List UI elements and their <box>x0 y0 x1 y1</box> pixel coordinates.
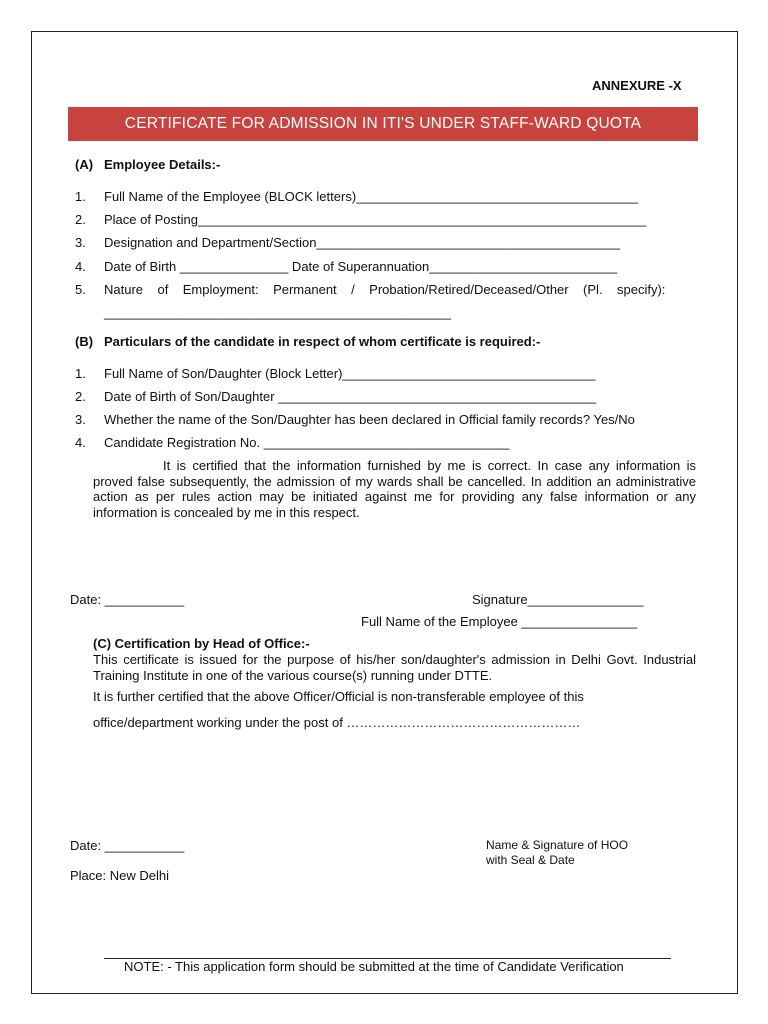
b-item-3-field[interactable]: Whether the name of the Son/Daughter has been declared in Official family records? Yes/No <box>104 412 635 427</box>
a-item-5-num: 5. <box>75 282 86 297</box>
a-item-4-field[interactable]: Date of Birth _______________ Date of Superannuation__________________________ <box>104 259 618 274</box>
b-item-2-field[interactable]: Date of Birth of Son/Daughter ____________________________________________ <box>104 389 597 404</box>
section-a-letter: (A) <box>75 157 94 172</box>
note-text: NOTE: - This application form should be submitted at the time of Candidate Verification <box>124 959 624 974</box>
a-item-4-num: 4. <box>75 259 86 274</box>
b-item-3-num: 3. <box>75 412 86 427</box>
hoo-date[interactable]: Date: ___________ <box>70 838 185 853</box>
hoo-seal-date: with Seal & Date <box>486 853 575 867</box>
section-b-letter: (B) <box>75 334 94 349</box>
section-c-heading: (C) Certification by Head of Office:- <box>93 636 310 651</box>
hoo-name-signature: Name & Signature of HOO <box>486 838 629 852</box>
a-item-5-line[interactable]: ________________________________________________ <box>104 305 452 320</box>
a-item-2-num: 2. <box>75 212 86 227</box>
section-c-post-field[interactable]: office/department working under the post of ……………………………………………… <box>93 715 581 730</box>
employee-full-name[interactable]: Full Name of the Employee ________________ <box>361 614 638 629</box>
employee-date[interactable]: Date: ___________ <box>70 592 185 607</box>
section-a-heading: Employee Details:- <box>104 157 221 172</box>
b-item-4-field[interactable]: Candidate Registration No. __________________________________ <box>104 435 510 450</box>
b-item-4-num: 4. <box>75 435 86 450</box>
b-item-1-num: 1. <box>75 366 86 381</box>
section-c-para1: This certificate is issued for the purpose of his/her son/daughter's admission in Delhi Govt. Industrial Training Institute in one of the various course(s) running under DTTE. <box>93 652 696 683</box>
b-item-2-num: 2. <box>75 389 86 404</box>
a-item-2-field[interactable]: Place of Posting______________________________________________________________ <box>104 212 647 227</box>
annexure-label: ANNEXURE -X <box>592 78 682 93</box>
declaration-text: It is certified that the information furnished by me is correct. In case any information is proved false subsequently, the admission of my wards shall be cancelled. In addition an administrative action as per rules action may be initiated against me for providing any false information or any information is concealed by me in this respect. <box>93 458 696 520</box>
b-item-1-field[interactable]: Full Name of Son/Daughter (Block Letter)___________________________________ <box>104 366 596 381</box>
a-item-1-field[interactable]: Full Name of the Employee (BLOCK letters)_______________________________________ <box>104 189 639 204</box>
employee-signature[interactable]: Signature________________ <box>472 592 644 607</box>
title-text: CERTIFICATE FOR ADMISSION IN ITI'S UNDER STAFF-WARD QUOTA <box>124 115 642 132</box>
a-item-1-num: 1. <box>75 189 86 204</box>
a-item-3-field[interactable]: Designation and Department/Section__________________________________________ <box>104 235 621 250</box>
section-c-para2: It is further certified that the above Officer/Official is non-transferable employee of this <box>93 689 584 704</box>
a-item-5-field[interactable]: Nature of Employment: Permanent / Probation/Retired/Deceased/Other (Pl. specify): <box>104 282 666 297</box>
section-b-heading: Particulars of the candidate in respect of whom certificate is required:- <box>104 334 541 349</box>
hoo-place: Place: New Delhi <box>70 868 169 883</box>
title-banner <box>68 107 698 141</box>
a-item-3-num: 3. <box>75 235 86 250</box>
